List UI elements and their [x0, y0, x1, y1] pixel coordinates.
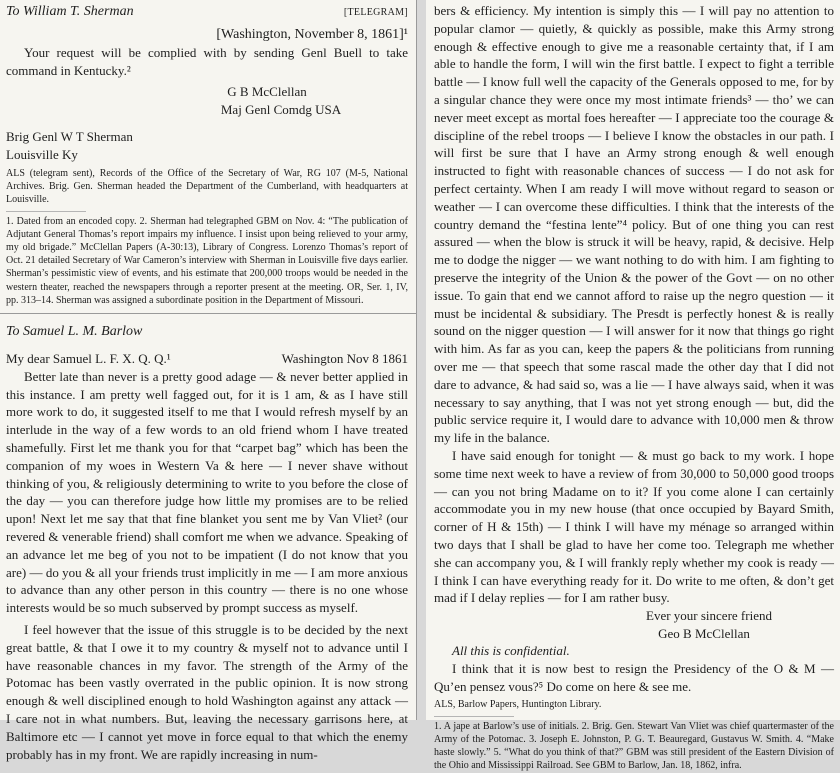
barlow-source-note: ALS, Barlow Papers, Huntington Library. [434, 699, 602, 711]
letter-divider [0, 313, 416, 314]
barlow-paragraph-3: bers & efficiency. My intention is simply this — I will pay no attention to popular clamor — quietly, & quickly as possible, make this Army strong enough & effective enough to give me a reasonable certainty that, if I am able to handle the form, I will win the first battle. I expect to fight a terrible battle — I know full well the capacity of the Generals opposed to me, for by a singular chance they were once my most intimate friends³ — tho’ we can never meet except as mortal foes hereafter — I appreciate too the courage & discipline of the rebel troops — I believe I know the obstacles in our path. I will first be sure that I have an Army strong enough & well enough instructed to fight with reasonable chances of success — I do not ask for perfect certainty. When I am ready I will move without regard to season or weather — I can overcome these difficulties. I think that the interests of the country demand the “festina lente”⁴ policy. But of one thing you can rest assured — when the blow is struck it will be heavy, rapid, & decisive. Help me to dodge the nigger — we want nothing to do with him. I am fighting to preserve the integrity of the Union & the power of the Govt — on no other issue. To gain that end we cannot afford to raise up the negro question — it must be incidental & subsidiary. The Presdt is perfectly honest & is really sound on the nigger question — I will answer for it now that things go right with him. As far as you can, keep the papers & the politicians from running over me — that speech that some rascal made the other day that I did not dare to advance, & had said so, was a lie — I have always said, when it was necessary to say anything, that I was not yet strong enough — but, did the public service require it, I would dare to advance with 10,000 men & throw my life in the balance. [434, 3, 834, 446]
barlow-letter-title: To Samuel L. M. Barlow [6, 324, 143, 340]
telegram-tag: [TELEGRAM] [343, 7, 408, 18]
barlow-postscript-confidential: All this is confidential. [452, 643, 570, 659]
barlow-closing: Ever your sincere friend [646, 608, 772, 624]
barlow-paragraph-2: I feel however that the issue of this struggle is to be decided by the next great battle, & that I owe it to my country & myself not to advance until I have reasonable chances in my favor. The strength of the Army of the Potomac has been vastly overrated in the public opinion. It is now strong enough & well disciplined enough to hold Washington against any attack — I care not in what numbers. But, leaving the necessary garrisons here, at Baltimore etc — I cannot yet move in force equal to that which the enemy probably has in my front. We are rapidly increasing in num- [6, 621, 408, 762]
barlow-paragraph-4: I have said enough for tonight — & must go back to my work. I hope some time next week to have a review of from 30,000 to 50,000 good troops — can you not bring Madame on to it? If you come alone I can certainly accommodate you in my new house (that once occupied by Bayard Smith, corner of H & 15th) — I think I will have my ménage so arranged within two days that I shall be glad to have her come too. Telegraph me whether she can accompany you, & I will frankly reply whether my cook is ready — I think I can have everything ready for it. Do write to me often, & don’t get mad if I delay replies — for I am rather busy. [434, 447, 834, 606]
sherman-signature-rank: Maj Genl Comdg USA [220, 101, 342, 117]
barlow-postscript: I think that it is now best to resign the Presidency of the O & M — Qu’en pensez vous?⁵ Do come on here & see me. [434, 660, 834, 694]
sherman-header [6, 4, 408, 20]
sherman-body: Your request will be complied with by sending Genl Buell to take command in Kentucky.² [6, 44, 408, 78]
barlow-paragraph-1: Better late than never is a pretty good adage — & never better applied in this instance. I am pretty well fagged out, for it is 1 am, & as I have still more work to do, it suggested itself to me that I would refresh myself by an interlude in the way of a few words to an old friend whom I have treated shamefully. First let me thank you for that “carpet bag” which has been the companion of my woes in Western Va & here — I never shave without thinking of you, & religiously determining to write to you before the close of the day — you can therefore judge how little my promises are to be relied upon! Next let me say that that fine blanket you sent me by Van Vliet² (our revered & venerable friend) shall comfort me when we advance. Speaking of an advance let me beg of you not to be impatient (I do not know that you are) — do you & all your friends trust implicitly in me — I am more anxious to advance than any other person in this country — there is no one whose interests would be so much subserved by prompt success as myself. [6, 368, 408, 616]
sherman-source-note: ALS (telegram sent), Records of the Office of the Secretary of War, RG 107 (M-5, National Archives. Brig. Gen. Sherman headed the Department of the Cumberland, with headquarters at Louisville. [6, 167, 408, 206]
sherman-signature: G B McClellan [227, 84, 307, 100]
barlow-salutation: My dear Samuel L. F. X. Q. Q.¹ [6, 351, 171, 367]
sherman-dateline: [Washington, November 8, 1861]¹ [216, 27, 408, 42]
barlow-footnotes: 1. A jape at Barlow’s use of initials. 2. Brig. Gen. Stewart Van Vliet was chief quartermaster of the Army of the Potomac. 3. Joseph E. Johnston, P. G. T. Beauregard, Gustavus W. Smith. 4. “Make haste slowly.” 5. “What do you think of that?” GBM was still president of the Eastern Division of the Ohio and Mississippi Railroad. See GBM to Barlow, Jan. 18, 1862, infra. [434, 720, 834, 772]
footnote-divider [6, 211, 86, 212]
sherman-address: Louisville Ky [6, 147, 78, 163]
sherman-addressee: Brig Genl W T Sherman [6, 129, 133, 145]
barlow-salutation-row [6, 350, 408, 368]
left-page [0, 0, 417, 762]
right-page [426, 0, 840, 772]
sherman-letter-title: To William T. Sherman [6, 4, 134, 19]
barlow-signature: Geo B McClellan [658, 625, 750, 641]
sherman-footnotes: 1. Dated from an encoded copy. 2. Sherman had telegraphed GBM on Nov. 4: “The publication of Adjutant General Thomas’s report impairs my influence. I insist upon being relieved to your army, my old brigade.” McClellan Papers (A-30:13), Library of Congress. Lorenzo Thomas’s report of Oct. 21 detailed Secretary of War Cameron’s interview with Sherman in Louisville five days earlier. Sherman’s pessimistic view of events, and his estimate that 200,000 troops would be needed in the western theater, reached the newspapers through a reporter present at the meeting. OR, Ser. 1, IV, pp. 313–14. Sherman was assigned a subordinate position in the Department of Missouri. [6, 215, 408, 306]
barlow-date: Washington Nov 8 1861 [281, 351, 408, 367]
barlow-footnote-divider [434, 716, 514, 717]
